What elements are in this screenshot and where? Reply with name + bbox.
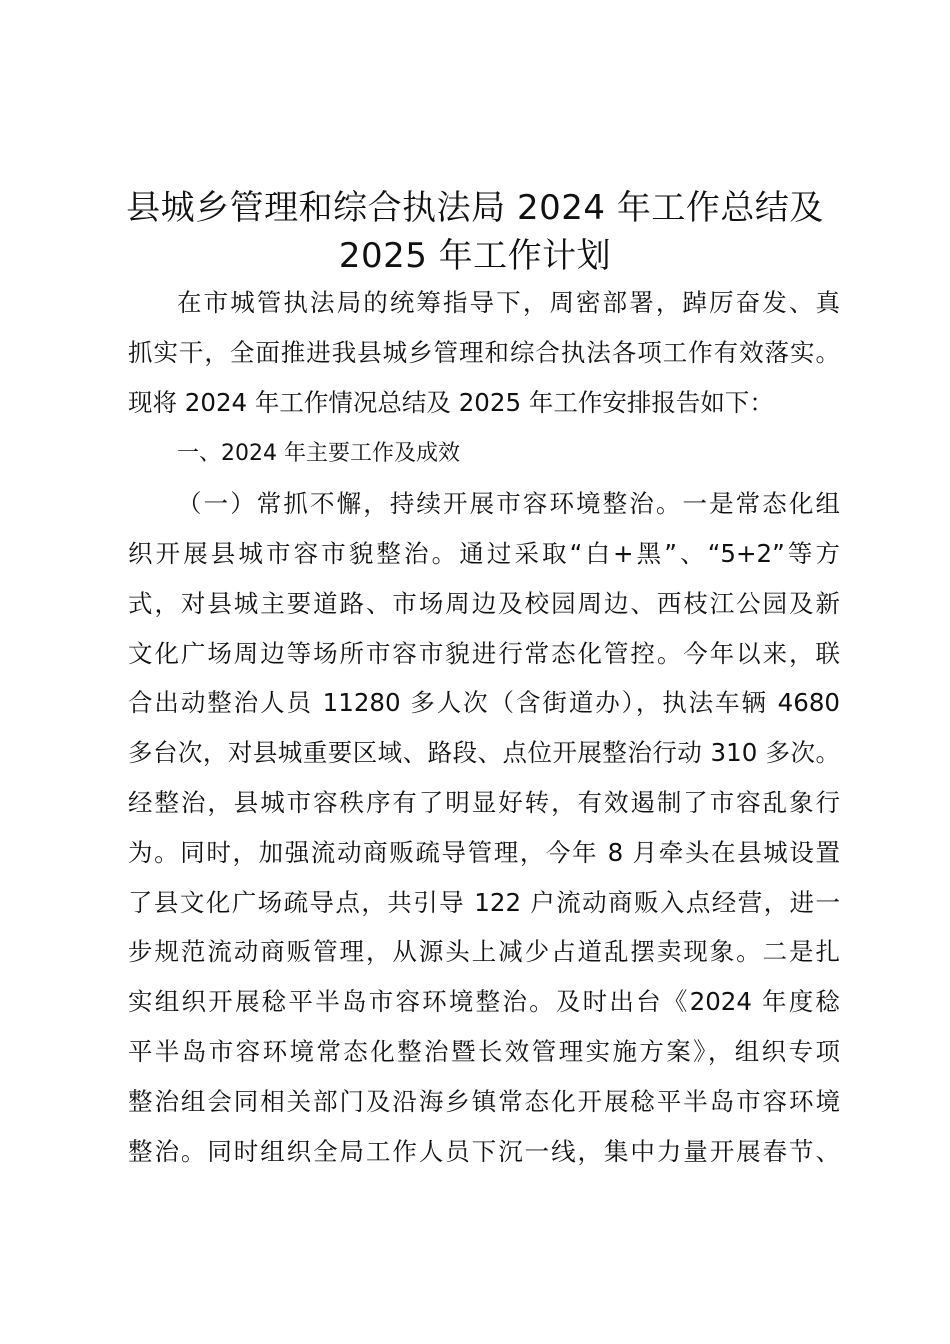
paragraph-line: 经整治，县城市容秩序有了明显好转，有效遏制了市容乱象行: [128, 788, 840, 817]
paragraph-line: 整治组会同相关部门及沿海乡镇常态化开展稔平半岛市容环境: [128, 1087, 840, 1116]
document-title-line-2: 2025 年工作计划: [338, 236, 612, 276]
paragraph-line: 步规范流动商贩管理，从源头上减少占道乱摆卖现象。二是扎: [128, 937, 840, 966]
paragraph-line: 整治。同时组织全局工作人员下沉一线，集中力量开展春节、: [128, 1137, 840, 1166]
paragraph-line: 在市城管执法局的统筹指导下，周密部署，踔厉奋发、真: [177, 288, 840, 317]
paragraph-line: 平半岛市容环境常态化整治暨长效管理实施方案》，组织专项: [128, 1037, 840, 1066]
paragraph-line: 文化广场周边等场所市容市貌进行常态化管控。今年以来，联: [128, 639, 840, 668]
paragraph-line: 织开展县城市容市貌整治。通过采取“白+黑”、“5+2”等方: [128, 539, 840, 568]
paragraph-line: 抓实干，全面推进我县城乡管理和综合执法各项工作有效落实。: [128, 338, 840, 367]
paragraph-line: 了县文化广场疏导点，共引导 122 户流动商贩入点经营，进一: [128, 888, 840, 917]
section-heading: 一、2024 年主要工作及成效: [177, 441, 460, 466]
paragraph-line: 现将 2024 年工作情况总结及 2025 年工作安排报告如下：: [128, 388, 774, 417]
paragraph-line: 实组织开展稔平半岛市容环境整治。及时出台《2024 年度稔: [128, 987, 840, 1016]
paragraph-line: 多台次，对县城重要区域、路段、点位开展整治行动 310 多次。: [128, 738, 840, 767]
paragraph-line: 式，对县城主要道路、市场周边及校园周边、西枝江公园及新: [128, 589, 840, 618]
paragraph-line: 为。同时，加强流动商贩疏导管理，今年 8 月牵头在县城设置: [128, 838, 840, 867]
paragraph-line: 合出动整治人员 11280 多人次（含街道办），执法车辆 4680: [128, 688, 840, 717]
document-title-line-1: 县城乡管理和综合执法局 2024 年工作总结及: [126, 188, 824, 228]
paragraph-line: （一）常抓不懈，持续开展市容环境整治。一是常态化组: [177, 489, 840, 518]
